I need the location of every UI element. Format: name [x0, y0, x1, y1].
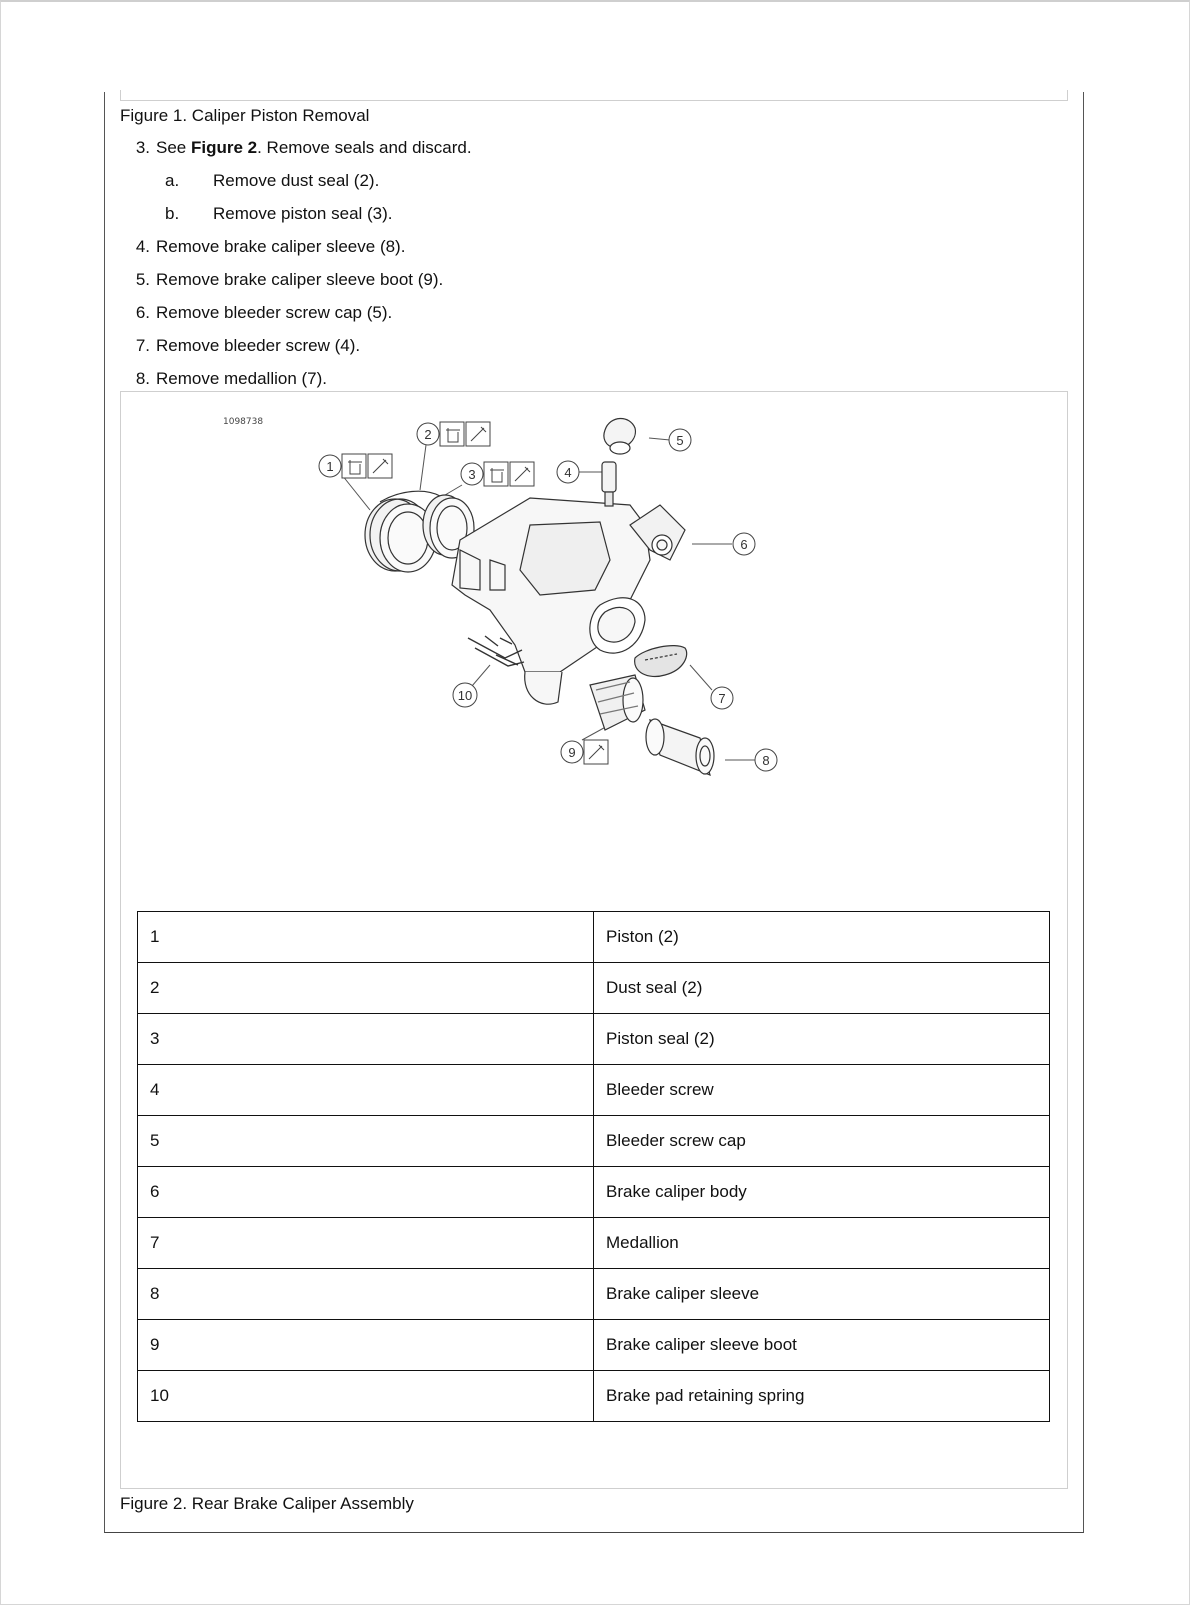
- table-row: [138, 1218, 1050, 1269]
- substep-letter: b.: [165, 204, 180, 223]
- lubricate-icon: [510, 462, 534, 486]
- callout-4: 4: [564, 465, 572, 480]
- step-7: [122, 336, 360, 356]
- sleeve-boot-icon: [590, 675, 645, 730]
- part-number: 2: [138, 963, 594, 1014]
- step-number: 3.: [135, 138, 150, 157]
- callout-7: 7: [718, 691, 726, 706]
- part-number: 6: [138, 1167, 594, 1218]
- step-text: Remove medallion (7).: [156, 369, 328, 388]
- figure-id: 1098738: [223, 417, 264, 427]
- step-text-prefix: See: [156, 138, 191, 157]
- substep-text: Remove dust seal (2).: [213, 171, 380, 190]
- callout-3: 3: [468, 467, 476, 482]
- part-number: 8: [138, 1269, 594, 1320]
- table-row: [138, 1167, 1050, 1218]
- callout-9: 9: [568, 745, 576, 760]
- step-5: [122, 270, 443, 290]
- part-number: 5: [138, 1116, 594, 1167]
- callout-2: 2: [424, 427, 432, 442]
- bleeder-screw-icon: [602, 418, 635, 506]
- part-number: 9: [138, 1320, 594, 1371]
- table-row: [138, 1320, 1050, 1371]
- step-6: [122, 303, 392, 323]
- lubricate-icon: [368, 454, 392, 478]
- callout-10: 10: [457, 688, 473, 703]
- part-name: Piston seal (2): [594, 1014, 1050, 1065]
- step-text: Remove brake caliper sleeve (8).: [156, 237, 406, 256]
- step-number: 4.: [135, 237, 150, 256]
- figure-1-frame: [120, 90, 1068, 101]
- medallion-icon: [635, 646, 687, 677]
- part-name: Brake pad retaining spring: [594, 1371, 1050, 1422]
- callout-6: 6: [740, 537, 748, 552]
- table-row: [138, 1269, 1050, 1320]
- substep-letter: a.: [165, 171, 180, 190]
- lubricate-icon: [584, 740, 608, 764]
- part-number: 7: [138, 1218, 594, 1269]
- brake-caliper-exploded-diagram: [300, 410, 800, 790]
- callout-1: 1: [326, 459, 334, 474]
- part-number: 1: [138, 912, 594, 963]
- substep-text: Remove piston seal (3).: [213, 204, 393, 223]
- step-text: Remove brake caliper sleeve boot (9).: [156, 270, 444, 289]
- step-number: 7.: [135, 336, 150, 355]
- step-8: [122, 369, 327, 389]
- step-3: [122, 138, 472, 158]
- part-name: Dust seal (2): [594, 963, 1050, 1014]
- table-row: [138, 1116, 1050, 1167]
- callout-5: 5: [676, 433, 684, 448]
- step-text: Remove bleeder screw cap (5).: [156, 303, 393, 322]
- substep-b: [165, 204, 393, 224]
- figure-2-reference[interactable]: Figure 2: [190, 138, 258, 157]
- part-name: Medallion: [594, 1218, 1050, 1269]
- discard-icon: [342, 454, 366, 478]
- part-number: 10: [138, 1371, 594, 1422]
- discard-icon: [484, 462, 508, 486]
- discard-icon: [440, 422, 464, 446]
- part-name: Piston (2): [594, 912, 1050, 963]
- figure-1-caption: Figure 1. Caliper Piston Removal: [120, 106, 370, 125]
- table-row: [138, 1371, 1050, 1422]
- table-row: [138, 1065, 1050, 1116]
- step-text: . Remove seals and discard.: [257, 138, 472, 157]
- sleeve-icon: [646, 719, 714, 775]
- step-number: 8.: [135, 369, 150, 388]
- table-row: [138, 1014, 1050, 1065]
- step-number: 5.: [135, 270, 150, 289]
- part-name: Bleeder screw: [594, 1065, 1050, 1116]
- callout-8: 8: [762, 753, 770, 768]
- table-row: [138, 963, 1050, 1014]
- step-text: Remove bleeder screw (4).: [156, 336, 361, 355]
- part-name: Brake caliper sleeve: [594, 1269, 1050, 1320]
- table-row: [138, 912, 1050, 963]
- part-name: Brake caliper sleeve boot: [594, 1320, 1050, 1371]
- substep-a: [165, 171, 379, 191]
- step-4: [122, 237, 405, 257]
- lubricate-icon: [466, 422, 490, 446]
- step-number: 6.: [135, 303, 150, 322]
- figure-2-caption: Figure 2. Rear Brake Caliper Assembly: [120, 1494, 414, 1513]
- part-number: 4: [138, 1065, 594, 1116]
- part-name: Bleeder screw cap: [594, 1116, 1050, 1167]
- part-name: Brake caliper body: [594, 1167, 1050, 1218]
- part-number: 3: [138, 1014, 594, 1065]
- parts-table: [137, 911, 1050, 1422]
